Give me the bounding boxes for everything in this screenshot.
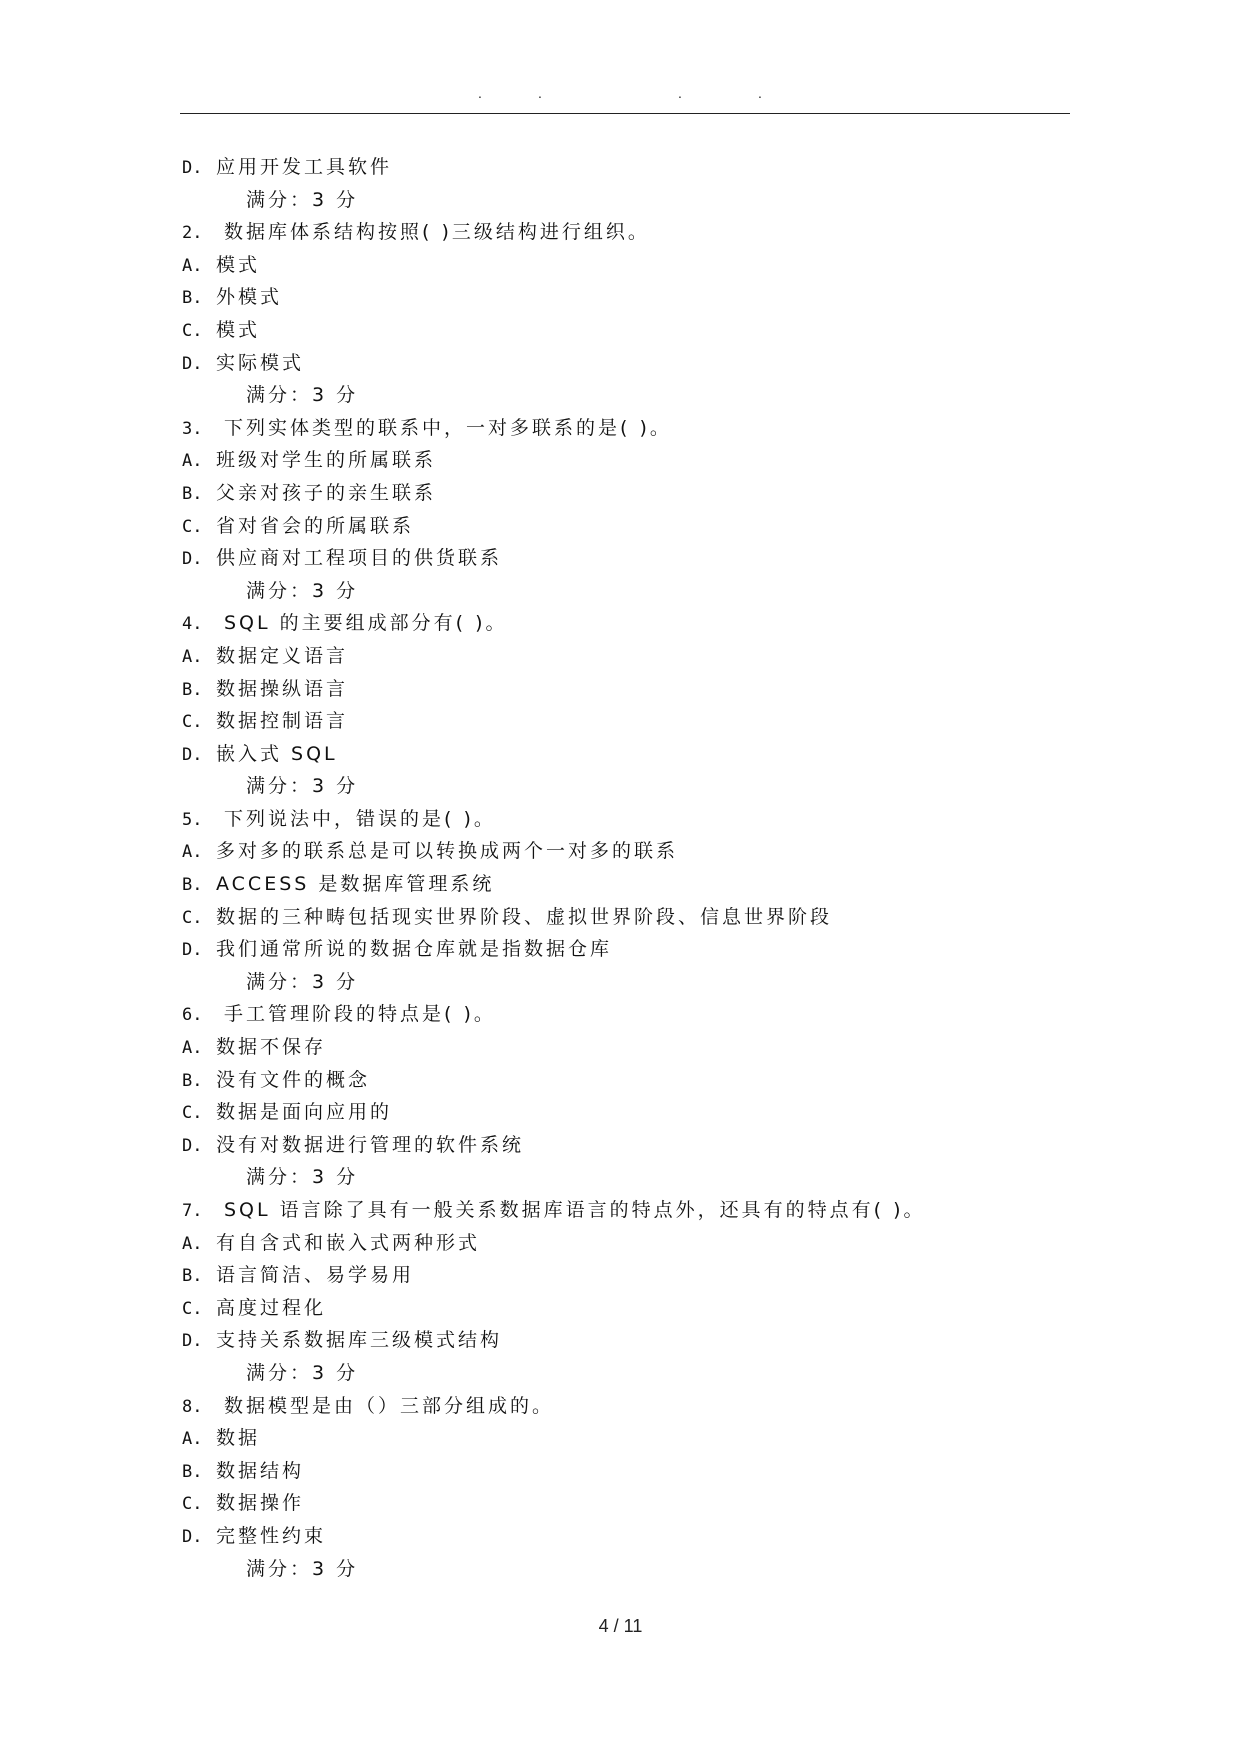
option-letter: D.: [182, 549, 203, 570]
option-line: [182, 673, 1062, 706]
score-line: 满分：3 分: [246, 1166, 359, 1189]
option-text: 班级对学生的所属联系: [216, 449, 437, 472]
option-line: [182, 444, 1062, 477]
option-letter: D.: [182, 1331, 203, 1352]
question-text: 下列实体类型的联系中，一对多联系的是( )。: [224, 416, 672, 439]
option-letter: B.: [182, 483, 203, 504]
option-text: 嵌入式 SQL: [216, 742, 338, 765]
option-line: [182, 1455, 1062, 1488]
option-line: [182, 1064, 1062, 1097]
option-letter: B.: [182, 875, 203, 896]
header-dot: .: [678, 85, 682, 101]
option-letter: A.: [182, 646, 203, 667]
option-line: [182, 1487, 1062, 1520]
option-line: [182, 347, 1062, 380]
option-line: [182, 640, 1062, 673]
option-line: [182, 1227, 1062, 1260]
option-text: 数据操纵语言: [216, 677, 349, 700]
option-text: 数据是面向应用的: [216, 1101, 393, 1124]
option-text: 多对多的联系总是可以转换成两个一对多的联系: [216, 840, 679, 863]
option-text: 数据定义语言: [216, 644, 349, 667]
option-text: 支持关系数据库三级模式结构: [216, 1329, 503, 1352]
option-line: [182, 510, 1062, 543]
option-letter: A.: [182, 1038, 203, 1059]
option-line: [182, 835, 1062, 868]
option-text: 我们通常所说的数据仓库就是指数据仓库: [216, 938, 613, 961]
header-rule: [180, 113, 1070, 114]
option-letter: B.: [182, 1461, 203, 1482]
option-line: [182, 542, 1062, 575]
header-dot: .: [758, 85, 762, 101]
option-line: [182, 151, 1062, 184]
score-line: 满分：3 分: [246, 579, 359, 602]
question-number: 3.: [182, 418, 203, 439]
question-text: 下列说法中，错误的是( )。: [224, 807, 496, 830]
option-letter: C.: [182, 712, 203, 733]
option-text: 没有对数据进行管理的软件系统: [216, 1133, 525, 1156]
option-line: [182, 868, 1062, 901]
option-text: 模式: [216, 318, 261, 341]
option-text: 应用开发工具软件: [216, 156, 393, 178]
question-line: [182, 1390, 1062, 1423]
option-text: 高度过程化: [216, 1296, 327, 1319]
page-number: 4 / 11: [598, 1616, 643, 1636]
question-number: 2.: [182, 223, 203, 244]
question-number: 6.: [182, 1005, 203, 1026]
score-line: 满分：3 分: [246, 188, 359, 211]
option-letter: C.: [182, 320, 203, 341]
option-letter: C.: [182, 1103, 203, 1124]
question-number: 4.: [182, 614, 203, 635]
option-line: [182, 249, 1062, 282]
score-line: 满分：3 分: [246, 970, 359, 993]
header-dot: .: [538, 85, 542, 101]
option-line: [182, 314, 1062, 347]
option-text: 省对省会的所属联系: [216, 514, 415, 537]
question-text: SQL 语言除了具有一般关系数据库语言的特点外，还具有的特点有( )。: [224, 1199, 926, 1221]
option-text: 实际模式: [216, 351, 305, 374]
page-header: [180, 84, 1070, 104]
option-text: 数据的三种畴包括现实世界阶段、虚拟世界阶段、信息世界阶段: [216, 905, 833, 928]
question-line: [182, 998, 1062, 1031]
option-letter: D.: [182, 158, 203, 178]
question-text: 手工管理阶段的特点是( )。: [224, 1003, 496, 1026]
option-text: 供应商对工程项目的供货联系: [216, 547, 503, 570]
question-text: 数据模型是由（）三部分组成的。: [224, 1394, 555, 1417]
question-text: 数据库体系结构按照( )三级结构进行组织。: [224, 221, 650, 244]
header-dot: .: [478, 85, 482, 101]
option-letter: D.: [182, 940, 203, 961]
option-text: 模式: [216, 253, 261, 276]
option-text: 外模式: [216, 286, 283, 309]
option-text: 数据: [216, 1427, 261, 1450]
option-letter: B.: [182, 288, 203, 309]
option-letter: D.: [182, 1135, 203, 1156]
option-letter: A.: [182, 1233, 203, 1254]
option-text: 父亲对孩子的亲生联系: [216, 481, 437, 504]
option-letter: D.: [182, 1526, 203, 1547]
option-line: [182, 1096, 1062, 1129]
question-line: [182, 412, 1062, 445]
option-line: [182, 1520, 1062, 1553]
option-text: 语言简洁、易学易用: [216, 1264, 415, 1287]
option-letter: A.: [182, 255, 203, 276]
option-text: 完整性约束: [216, 1524, 327, 1547]
option-letter: B.: [182, 679, 203, 700]
option-text: 数据结构: [216, 1459, 305, 1482]
option-letter: C.: [182, 1298, 203, 1319]
option-line: [182, 477, 1062, 510]
option-line: [182, 738, 1062, 771]
option-letter: D.: [182, 353, 203, 374]
option-line: [182, 901, 1062, 934]
question-list: [182, 151, 1062, 1585]
question-number: 8.: [182, 1396, 203, 1417]
question-line: [182, 216, 1062, 249]
option-letter: B.: [182, 1070, 203, 1091]
option-line: [182, 281, 1062, 314]
option-letter: A.: [182, 451, 203, 472]
option-text: 数据操作: [216, 1492, 305, 1515]
option-text: 没有文件的概念: [216, 1068, 371, 1091]
question-line: [182, 803, 1062, 836]
option-line: [182, 1292, 1062, 1325]
option-line: [182, 1324, 1062, 1357]
option-line: [182, 933, 1062, 966]
question-line: [182, 1194, 1062, 1227]
option-text: 有自含式和嵌入式两种形式: [216, 1231, 481, 1254]
question-line: [182, 607, 1062, 640]
option-text: 数据控制语言: [216, 710, 349, 733]
score-line: 满分：3 分: [246, 1361, 359, 1384]
option-letter: B.: [182, 1266, 203, 1287]
option-line: [182, 1422, 1062, 1455]
option-line: [182, 705, 1062, 738]
option-letter: C.: [182, 1494, 203, 1515]
option-letter: C.: [182, 907, 203, 928]
question-text: SQL 的主要组成部分有( )。: [224, 612, 508, 635]
option-text: 数据不保存: [216, 1036, 327, 1059]
option-line: [182, 1259, 1062, 1292]
question-number: 5.: [182, 809, 203, 830]
option-text: ACCESS 是数据库管理系统: [216, 873, 495, 896]
score-line: 满分：3 分: [246, 384, 359, 407]
option-line: [182, 1129, 1062, 1162]
option-letter: C.: [182, 516, 203, 537]
option-letter: D.: [182, 744, 203, 765]
option-line: [182, 1031, 1062, 1064]
score-line: 满分：3 分: [246, 775, 359, 798]
question-number: 7.: [182, 1201, 203, 1221]
option-letter: A.: [182, 1429, 203, 1450]
score-line: 满分：3 分: [246, 1557, 359, 1580]
option-letter: A.: [182, 842, 203, 863]
